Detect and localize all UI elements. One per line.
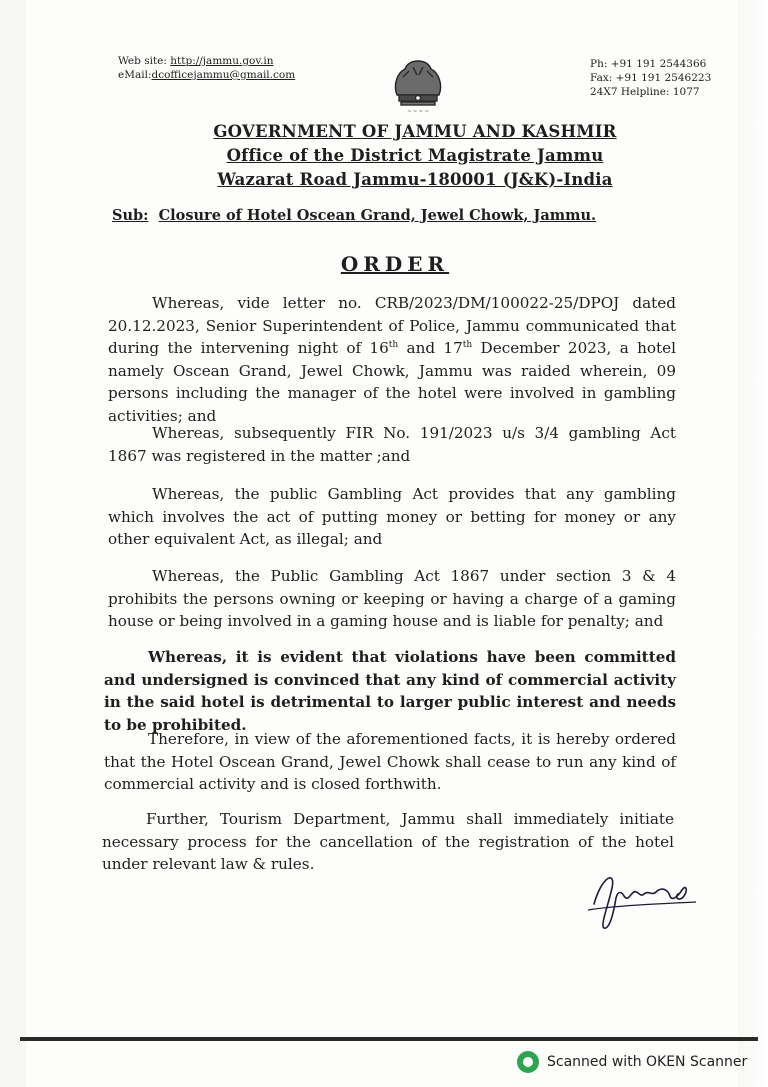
paragraph-6: Therefore, in view of the aforementioned facts, it is hereby ordered that the Hotel Oscean Grand, Jewel Chowk shall cease to run any kind of commercial activity and is closed forthwith. (104, 730, 676, 793)
paragraph-2: Whereas, subsequently FIR No. 191/2023 u/s 3/4 gambling Act 1867 was registered in the matter ;and (108, 424, 676, 465)
contact-web-email (118, 54, 295, 82)
office-address: Wazarat Road Jammu-180001 (J&K)-India (217, 170, 613, 189)
email-line: eMail:dcofficejammu@gmail.com (118, 69, 296, 81)
paragraph-4: Whereas, the Public Gambling Act 1867 under section 3 & 4 prohibits the persons owning or keeping or having a charge of a gaming house or being involved in a gaming house and is liable for penalty; and (108, 567, 676, 630)
fax-number: Fax: +91 191 2546223 (590, 72, 712, 84)
subject-line (112, 207, 596, 224)
national-emblem-icon (383, 55, 453, 117)
order-heading: ORDER (340, 252, 450, 276)
phone-number: Ph: +91 191 2544366 (590, 58, 707, 70)
subject-label: Sub: (112, 207, 149, 224)
subject-text: Closure of Hotel Oscean Grand, Jewel Chowk, Jammu. (158, 207, 597, 224)
svg-text:~ ~ ~ ~: ~ ~ ~ ~ (407, 109, 429, 115)
scanner-logo-icon (517, 1051, 539, 1073)
email-link[interactable]: dcofficejammu@gmail.com (151, 69, 296, 81)
paragraph-3: Whereas, the public Gambling Act provides that any gambling which involves the act of putting money or betting for money or any other equivalent Act, as illegal; and (108, 485, 676, 548)
contact-phone-block (590, 57, 711, 99)
website-line: Web site: http://jammu.gov.in (118, 55, 274, 67)
paragraph-1: Whereas, vide letter no. CRB/2023/DM/100022-25/DPOJ dated 20.12.2023, Senior Superintendent of Police, Jammu communicated that during the intervening night of 16th and 17th December 2023, a hotel namely Oscean Grand, Jewel Chowk, Jammu was raided wherein, 09 persons including the manager of the hotel were involved in gambling activities; and (108, 294, 677, 425)
paragraph-5: Whereas, it is evident that violations have been committed and undersigned is convinced that any kind of commercial activity in the said hotel is detrimental to larger public interest and needs to be prohibited. (104, 648, 676, 734)
govt-title: GOVERNMENT OF JAMMU AND KASHMIR (213, 122, 617, 141)
office-title: Office of the District Magistrate Jammu (226, 146, 604, 165)
website-link[interactable]: http://jammu.gov.in (170, 55, 274, 67)
signature-icon (582, 866, 702, 936)
scanner-watermark (517, 1051, 747, 1073)
page-bottom-edge (20, 1037, 758, 1041)
paragraph-7: Further, Tourism Department, Jammu shall immediately initiate necessary process for the cancellation of the registration of the hotel under relevant law & rules. (102, 810, 674, 873)
scanner-text: Scanned with OKEN Scanner (547, 1054, 748, 1070)
helpline-number: 24X7 Helpline: 1077 (590, 86, 700, 98)
